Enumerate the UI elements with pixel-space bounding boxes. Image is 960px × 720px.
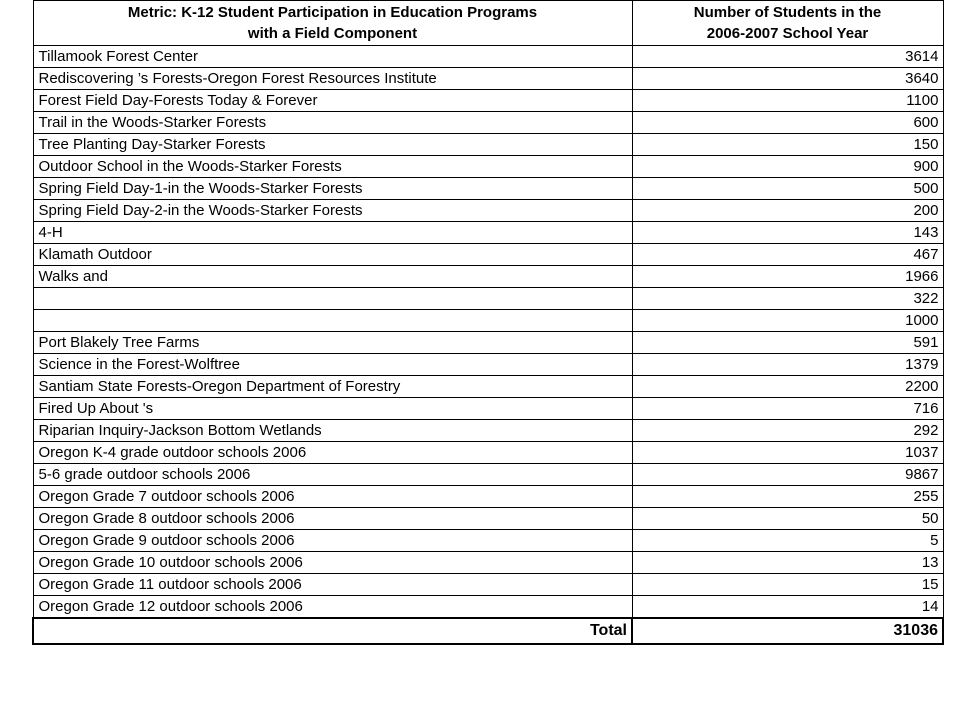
table-row	[33, 68, 943, 90]
program-name-cell	[33, 310, 632, 332]
student-count-cell: 50	[632, 508, 943, 530]
table-row	[33, 376, 943, 398]
program-name-cell: 5-6 grade outdoor schools 2006	[33, 464, 632, 486]
student-count-cell: 1100	[632, 90, 943, 112]
program-name-cell: Oregon Grade 12 outdoor schools 2006	[33, 596, 632, 619]
table-row	[33, 552, 943, 574]
table-row	[33, 332, 943, 354]
table-row	[33, 244, 943, 266]
student-count-cell: 200	[632, 200, 943, 222]
table-body	[33, 46, 943, 619]
program-name-cell: Oregon Grade 9 outdoor schools 2006	[33, 530, 632, 552]
student-count-cell: 3614	[632, 46, 943, 68]
metric-column-header	[33, 1, 632, 46]
program-name-cell: Oregon Grade 10 outdoor schools 2006	[33, 552, 632, 574]
program-name-cell: Fired Up About 's	[33, 398, 632, 420]
student-count-cell: 292	[632, 420, 943, 442]
table-row	[33, 112, 943, 134]
students-header-line-2: 2006-2007 School Year	[706, 25, 869, 42]
program-name-cell: Oregon Grade 8 outdoor schools 2006	[33, 508, 632, 530]
table-row	[33, 46, 943, 68]
table-row	[33, 508, 943, 530]
table-row	[33, 442, 943, 464]
student-count-cell: 150	[632, 134, 943, 156]
program-name-cell: Rediscovering ’s Forests-Oregon Forest Resources Institute	[33, 68, 632, 90]
header-row	[33, 1, 943, 46]
program-name-cell: Spring Field Day-2-in the Woods-Starker Forests	[33, 200, 632, 222]
table-row	[33, 354, 943, 376]
student-count-cell: 600	[632, 112, 943, 134]
student-count-cell: 3640	[632, 68, 943, 90]
program-name-cell: Walks and	[33, 266, 632, 288]
participation-table	[32, 0, 944, 645]
table-row	[33, 574, 943, 596]
program-name-cell: Oregon K-4 grade outdoor schools 2006	[33, 442, 632, 464]
table-row	[33, 288, 943, 310]
student-count-cell: 467	[632, 244, 943, 266]
program-name-cell: Science in the Forest-Wolftree	[33, 354, 632, 376]
student-count-cell: 1966	[632, 266, 943, 288]
table-row	[33, 310, 943, 332]
table-row	[33, 486, 943, 508]
student-count-cell: 15	[632, 574, 943, 596]
program-name-cell: Tillamook Forest Center	[33, 46, 632, 68]
program-name-cell: Oregon Grade 7 outdoor schools 2006	[33, 486, 632, 508]
student-count-cell: 900	[632, 156, 943, 178]
total-value: 31036	[632, 618, 943, 644]
table-row	[33, 222, 943, 244]
table-row	[33, 200, 943, 222]
student-count-cell: 1037	[632, 442, 943, 464]
student-count-cell: 1379	[632, 354, 943, 376]
program-name-cell: Spring Field Day-1-in the Woods-Starker Forests	[33, 178, 632, 200]
student-count-cell: 13	[632, 552, 943, 574]
table-row	[33, 266, 943, 288]
program-name-cell: Outdoor School in the Woods-Starker Forests	[33, 156, 632, 178]
program-name-cell: Oregon Grade 11 outdoor schools 2006	[33, 574, 632, 596]
program-name-cell: Klamath Outdoor	[33, 244, 632, 266]
program-name-cell: Forest Field Day-Forests Today & Forever	[33, 90, 632, 112]
table-row	[33, 90, 943, 112]
table-footer	[33, 618, 943, 644]
program-name-cell	[33, 288, 632, 310]
table-row	[33, 134, 943, 156]
program-name-cell: Tree Planting Day-Starker Forests	[33, 134, 632, 156]
student-count-cell: 143	[632, 222, 943, 244]
table-row	[33, 178, 943, 200]
student-count-cell: 14	[632, 596, 943, 619]
students-header-line-1: Number of Students in the	[693, 4, 882, 21]
student-count-cell: 591	[632, 332, 943, 354]
program-name-cell: Port Blakely Tree Farms	[33, 332, 632, 354]
student-count-cell: 322	[632, 288, 943, 310]
metric-header-line-2: with a Field Component	[247, 25, 418, 42]
student-count-cell: 500	[632, 178, 943, 200]
table-row	[33, 420, 943, 442]
student-count-cell: 2200	[632, 376, 943, 398]
table-header	[33, 1, 943, 46]
total-row	[33, 618, 943, 644]
student-count-cell: 5	[632, 530, 943, 552]
student-count-cell: 716	[632, 398, 943, 420]
total-label: Total	[33, 618, 632, 644]
students-column-header	[632, 1, 943, 46]
student-count-cell: 255	[632, 486, 943, 508]
table-row	[33, 398, 943, 420]
program-name-cell: Santiam State Forests-Oregon Department of Forestry	[33, 376, 632, 398]
student-count-cell: 9867	[632, 464, 943, 486]
program-name-cell: Riparian Inquiry-Jackson Bottom Wetlands	[33, 420, 632, 442]
table-row	[33, 464, 943, 486]
student-count-cell: 1000	[632, 310, 943, 332]
table-row	[33, 530, 943, 552]
table-row	[33, 596, 943, 619]
metric-header-line-1: Metric: K-12 Student Participation in Education Programs	[127, 4, 538, 21]
program-name-cell: Trail in the Woods-Starker Forests	[33, 112, 632, 134]
program-name-cell: 4-H	[33, 222, 632, 244]
table-row	[33, 156, 943, 178]
